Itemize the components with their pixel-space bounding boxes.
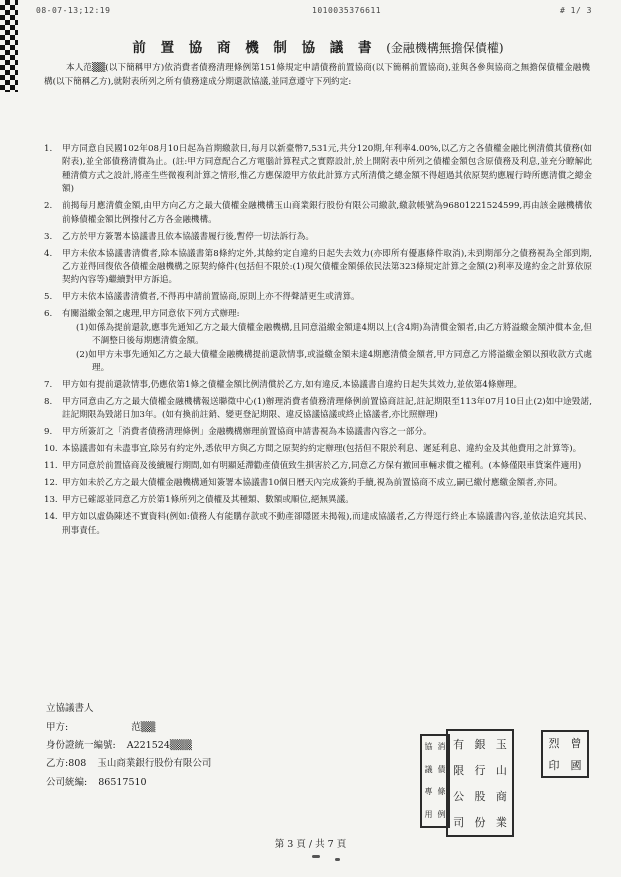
party-b-row: [46, 755, 211, 769]
id-label: 身份證統一編號:: [46, 740, 116, 751]
seal-character: 債: [437, 764, 446, 774]
bank-seal: [446, 729, 514, 837]
clause-text: 甲方同意由乙方之最大債權金融機構報送聯徵中心(1)辦理消費者債務清理條例前置協商註記,註記期限至113年07月10日止(2)如中途毀諾,註記期限為毀諾日加3年。(如有換前註銷、變更登記期限、違反協議協議或終止協議者,亦比照辦理): [62, 397, 592, 421]
personal-seal: [541, 730, 589, 778]
seal-character: 銀: [474, 737, 486, 751]
clause-text: 甲方如有提前還款情事,仍應依第1條之債權金額比例清償於乙方,如有違反,本協議書自違約日起失其效力,並依第4條辦理。: [62, 380, 523, 391]
company-no-value: 86517510: [98, 777, 147, 788]
department-seal: [420, 734, 450, 828]
clause-item: [44, 477, 592, 490]
intro-paragraph: 本人范▒▒(以下簡稱甲方)依消費者債務清理條例第151條規定申請債務前置協商(以下簡稱前置協商),並與各參與協商之無擔保債權金融機構(以下簡稱乙方),就附表所列之所有債務達成分期還款協議,並同意遵守下列約定:: [44, 63, 590, 87]
seal-character: 印: [548, 758, 560, 772]
clause-number: 9.: [44, 427, 53, 438]
party-a-label: 甲方:: [46, 722, 69, 733]
seal-character: 股: [474, 789, 486, 803]
company-no-row: [46, 774, 147, 788]
seal-character: 議: [424, 764, 433, 774]
seal-character: 商: [495, 789, 507, 803]
clause-item: [44, 379, 592, 392]
clause-item: [44, 291, 592, 304]
clause-number: 4.: [44, 248, 53, 259]
clause-text: 甲方所簽訂之「消費者債務清理條例」金融機構辦理前置協商申請書視為本協議書內容之一部分。: [62, 427, 432, 438]
clause-item: [44, 426, 592, 439]
seal-character: 行: [474, 763, 486, 777]
clause-text: 甲方同意自民國102年08月10日起為首期繳款日,每月以新臺幣7,531元,共分120期,年利率4.00%,以乙方之各債權金融比例清償其債務(如附表),並全部債務清償為止。(註:甲方同意配合乙方電腦計算程式之實際設計,於上開附表中所列之債權金額包含原債務及利息,並充分瞭解此種清償方式之設計,將產生些微複利計算之情形,惟乙方應保證甲方依此計算方式所清償之總金額不得超過其依原契約應履行時所應清償之總金額): [62, 144, 592, 195]
seal-character: 份: [474, 815, 486, 829]
clause-item: [44, 143, 592, 197]
seal-character: 烈: [548, 736, 560, 750]
clause-list: [44, 143, 592, 542]
seal-character: 專: [424, 787, 433, 797]
parties-heading: 立協議書人: [46, 703, 94, 714]
clause-text: 甲方如未於乙方之最大債權金融機構通知簽署本協議書10個日曆天內完成簽約手續,視為前置協商不成立,嗣已繳付應繳金額者,亦同。: [62, 478, 563, 489]
seal-character: 公: [453, 789, 465, 803]
clause-item: [44, 231, 592, 244]
id-value: A221524▒▒▒: [126, 740, 192, 751]
clause-subitem: (2)如甲方未事先通知乙方之最大債權金融機構提前還款情事,或溢繳金額未達4期應清償金額者,甲方同意乙方將溢繳金額以預收款方式處理。: [76, 349, 592, 374]
party-b-label: 乙方:808: [46, 758, 87, 769]
seal-character: 司: [453, 815, 465, 829]
clause-text: 甲方未依本協議書清償者,除本協議書第8條約定外,其餘約定自違約日起失去效力(亦即所有優惠條件取消),未到期部分之債務視為全部到期,乙方並得回復依各債權金融機構之原契約條件(包括但不限於:(1)現欠債權金額係依民法第323條規定計算之金額(2)利率及違約金之計算依原契約內容等)繼續對甲方訴追。: [62, 248, 592, 286]
seal-character: 山: [495, 763, 507, 777]
fax-page-mark: # 1/ 3: [560, 6, 592, 15]
clause-number: 8.: [44, 397, 53, 408]
clause-subitem: (1)如係為提前還款,應事先通知乙方之最大債權金融機構,且同意溢繳金額達4期以上(含4期)為清償金額者,由乙方將溢繳金額沖償本金,但不調整日後每期應清償金額。: [76, 322, 592, 347]
clause-text: 甲方如以虛偽陳述不實資料(例如:債務人有能購存款或不動產卻隱匿未揭報),而達成協議者,乙方得逕行終止本協議書內容,並依法追究其民、刑事責任。: [62, 512, 592, 536]
scan-smudge: [312, 855, 320, 858]
clause-text: 前揭每月應清償金額,由甲方向乙方之最大債權金融機構玉山商業銀行股份有限公司繳款,繳款帳號為96801221524599,再由該金融機構依前條債權金額比例撥付乙方各金融機構。: [62, 201, 592, 225]
seal-character: 消: [437, 742, 446, 752]
page-footer: 第 3 頁 / 共 7 頁: [274, 839, 347, 850]
seal-character: 有: [453, 737, 465, 751]
title-sub: (金融機構無擔保債權): [386, 41, 504, 55]
party-b-value: 玉山商業銀行股份有限公司: [97, 758, 212, 769]
clause-text: 甲方未依本協議書清償者,不得再申請前置協商,原則上亦不得聲請更生或清算。: [62, 292, 360, 303]
clause-item: [44, 494, 592, 507]
clause-item: [44, 396, 592, 423]
seal-character: 玉: [495, 737, 507, 751]
fax-timestamp: 08-07-13;12:19: [36, 6, 111, 15]
id-row: [46, 737, 192, 751]
clause-number: 3.: [44, 231, 53, 242]
seal-character: 條: [437, 787, 446, 797]
clause-number: 11.: [44, 461, 58, 472]
clause-item: [44, 248, 592, 288]
clause-number: 12.: [44, 478, 58, 489]
seal-character: 用: [424, 809, 433, 819]
clause-number: 7.: [44, 380, 53, 391]
clause-number: 14.: [44, 512, 58, 523]
clause-text: 有關溢繳金額之處理,甲方同意依下列方式辦理:: [62, 309, 240, 320]
clause-item: [44, 460, 592, 473]
clause-number: 5.: [44, 292, 53, 303]
seal-character: 曾: [570, 736, 582, 750]
seal-character: 國: [570, 758, 582, 772]
clause-text: 乙方於甲方簽署本協議書且依本協議書履行後,暫停一切法訴行為。: [62, 231, 314, 242]
clause-item: [44, 308, 592, 375]
seal-character: 限: [453, 763, 465, 777]
scan-smudge: [335, 858, 340, 861]
clause-text: 甲方已確認並同意乙方於第1條所列之債權及其種類、數額或順位,絕無異議。: [62, 495, 354, 506]
clause-text: 甲方同意於前置協商及後續履行期間,如有明顯延滯勸產債值致生損害於乙方,同意乙方保有撤回車輛求償之權利。(本條僅限車貸案件適用): [62, 461, 582, 472]
party-a-row: [46, 719, 155, 733]
clause-number: 10.: [44, 444, 58, 455]
clause-number: 2.: [44, 201, 53, 212]
clause-number: 1.: [44, 144, 53, 154]
clause-item: [44, 443, 592, 456]
clause-number: 6.: [44, 309, 53, 320]
page-title: [38, 36, 598, 56]
seal-character: 協: [424, 742, 433, 752]
fax-id: 1010035376611: [312, 6, 382, 15]
clause-item: [44, 511, 592, 538]
seal-character: 業: [495, 815, 507, 829]
party-a-name: 范▒▒: [131, 722, 156, 733]
company-no-label: 公司統編:: [46, 777, 88, 788]
seal-character: 例: [437, 809, 446, 819]
fax-checker-mark: [0, 0, 18, 92]
clause-text: 本協議書如有未盡事宜,除另有約定外,悉依甲方與乙方間之原契約約定辦理(包括但不限於利息、遲延利息、違約金及其他費用之計算等)。: [62, 444, 582, 455]
clause-number: 13.: [44, 495, 58, 506]
clause-item: [44, 200, 592, 227]
title-main: 前 置 協 商 機 制 協 議 書: [132, 40, 377, 56]
